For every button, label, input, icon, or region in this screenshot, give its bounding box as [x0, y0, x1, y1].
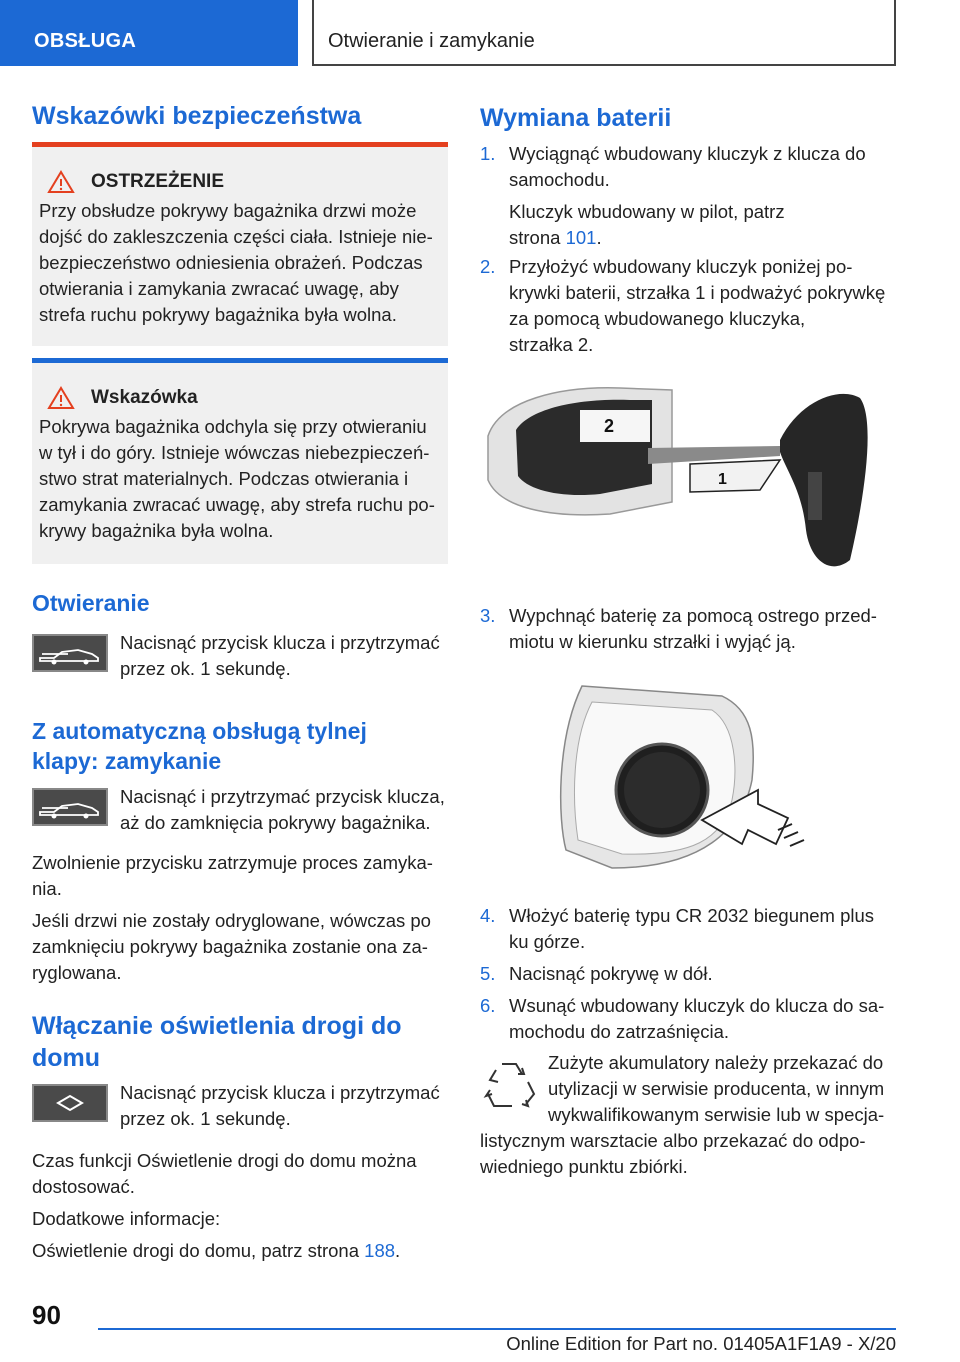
- home-light-heading: Włączanie oświetlenia drogi do domu: [32, 1012, 402, 1072]
- tailgate-button-icon-2: [32, 788, 108, 826]
- recycle-icon: [482, 1058, 536, 1112]
- home-light-key-row: [32, 1080, 448, 1136]
- battery-heading: Wymiana baterii: [480, 104, 672, 132]
- warning-text: Przy obsłudze pokrywy bagażnika drzwi może dojść do zakleszczenia części ciała. Istnieje nie- bezpieczeństwo odniesienia obrażeń. Podczas otwierania i zamykania zwracać uwagę, aby strefa ruchu pokrywy bagażnika była wolna.: [39, 200, 433, 325]
- footer-edition: Online Edition for Part no. 01405A1F1A9 - X/20: [506, 1333, 896, 1354]
- opening-text: Nacisnąć przycisk klucza i przytrzymać przez ok. 1 sekundę.: [120, 632, 440, 679]
- recycle-note-bottom: listycznym warsztacie albo przekazać do odpo- wiedniego punktu zbiórki.: [480, 1130, 866, 1177]
- arrow-label-1: 1: [718, 471, 727, 488]
- page-link-101[interactable]: 101: [565, 227, 597, 248]
- note-header: [47, 385, 440, 411]
- opening-key-row: [32, 630, 448, 686]
- note-title: Wskazówka: [91, 387, 198, 408]
- battery-compartment-illustration: [552, 680, 852, 876]
- warning-header: [47, 169, 440, 195]
- auto-close-key-row: [32, 784, 448, 840]
- warning-box: [32, 142, 448, 346]
- page-number: 90: [32, 1300, 61, 1330]
- step-1-sub: Kluczyk wbudowany w pilot, patrz strona 101.: [509, 201, 785, 248]
- arrow-label-2: 2: [604, 416, 615, 436]
- note-box: [32, 358, 448, 564]
- auto-close-para-2: Jeśli drzwi nie zostały odryglowane, wówczas po zamknięciu pokrywy bagażnika zostanie ona za- ryglowana.: [32, 910, 431, 983]
- home-light-para-3: Oświetlenie drogi do domu, patrz strona 188.: [32, 1240, 401, 1261]
- warning-triangle-icon: [47, 170, 75, 194]
- note-text: Pokrywa bagażnika odchyla się przy otwieraniu w tył i do góry. Istnieje wówczas niebezpieczeń- stwo strat materialnych. Podczas otwierania i zamykania zwracać uwagę, aby strefa ruchu po- krywy bagażnika była wolna.: [39, 416, 435, 541]
- tailgate-button-icon: [32, 634, 108, 672]
- home-light-para-2: Dodatkowe informacje:: [32, 1208, 221, 1229]
- light-button-icon: [32, 1084, 108, 1122]
- note-triangle-icon: [47, 386, 75, 410]
- warning-title: OSTRZEŻENIE: [91, 171, 225, 192]
- auto-close-text: Nacisnąć i przytrzymać przycisk klucza, aż do zamknięcia pokrywy bagażnika.: [120, 786, 445, 833]
- safety-heading: Wskazówki bezpieczeństwa: [32, 102, 362, 130]
- auto-close-para-1: Zwolnienie przycisku zatrzymuje proces zamyka- nia.: [32, 852, 433, 899]
- opening-heading: Otwieranie: [32, 590, 150, 616]
- section-tab: OBSŁUGA: [0, 0, 298, 66]
- home-light-para-1: Czas funkcji Oświetlenie drogi do domu można dostosować.: [32, 1150, 417, 1197]
- auto-close-heading: Z automatyczną obsługą tylnej klapy: zamykanie: [32, 718, 367, 774]
- footer-divider: [98, 1328, 896, 1330]
- home-light-text: Nacisnąć przycisk klucza i przytrzymać przez ok. 1 sekundę.: [120, 1082, 440, 1129]
- recycle-note-top: Zużyte akumulatory należy przekazać do utylizacji w serwisie producenta, w innym wykwalifikowanym serwisie lub w specja-: [548, 1052, 885, 1125]
- key-fob-cover-illustration: [480, 380, 898, 576]
- page-link-188[interactable]: 188: [364, 1240, 396, 1261]
- chapter-title: Otwieranie i zamykanie: [312, 0, 896, 66]
- page-header: [0, 0, 960, 66]
